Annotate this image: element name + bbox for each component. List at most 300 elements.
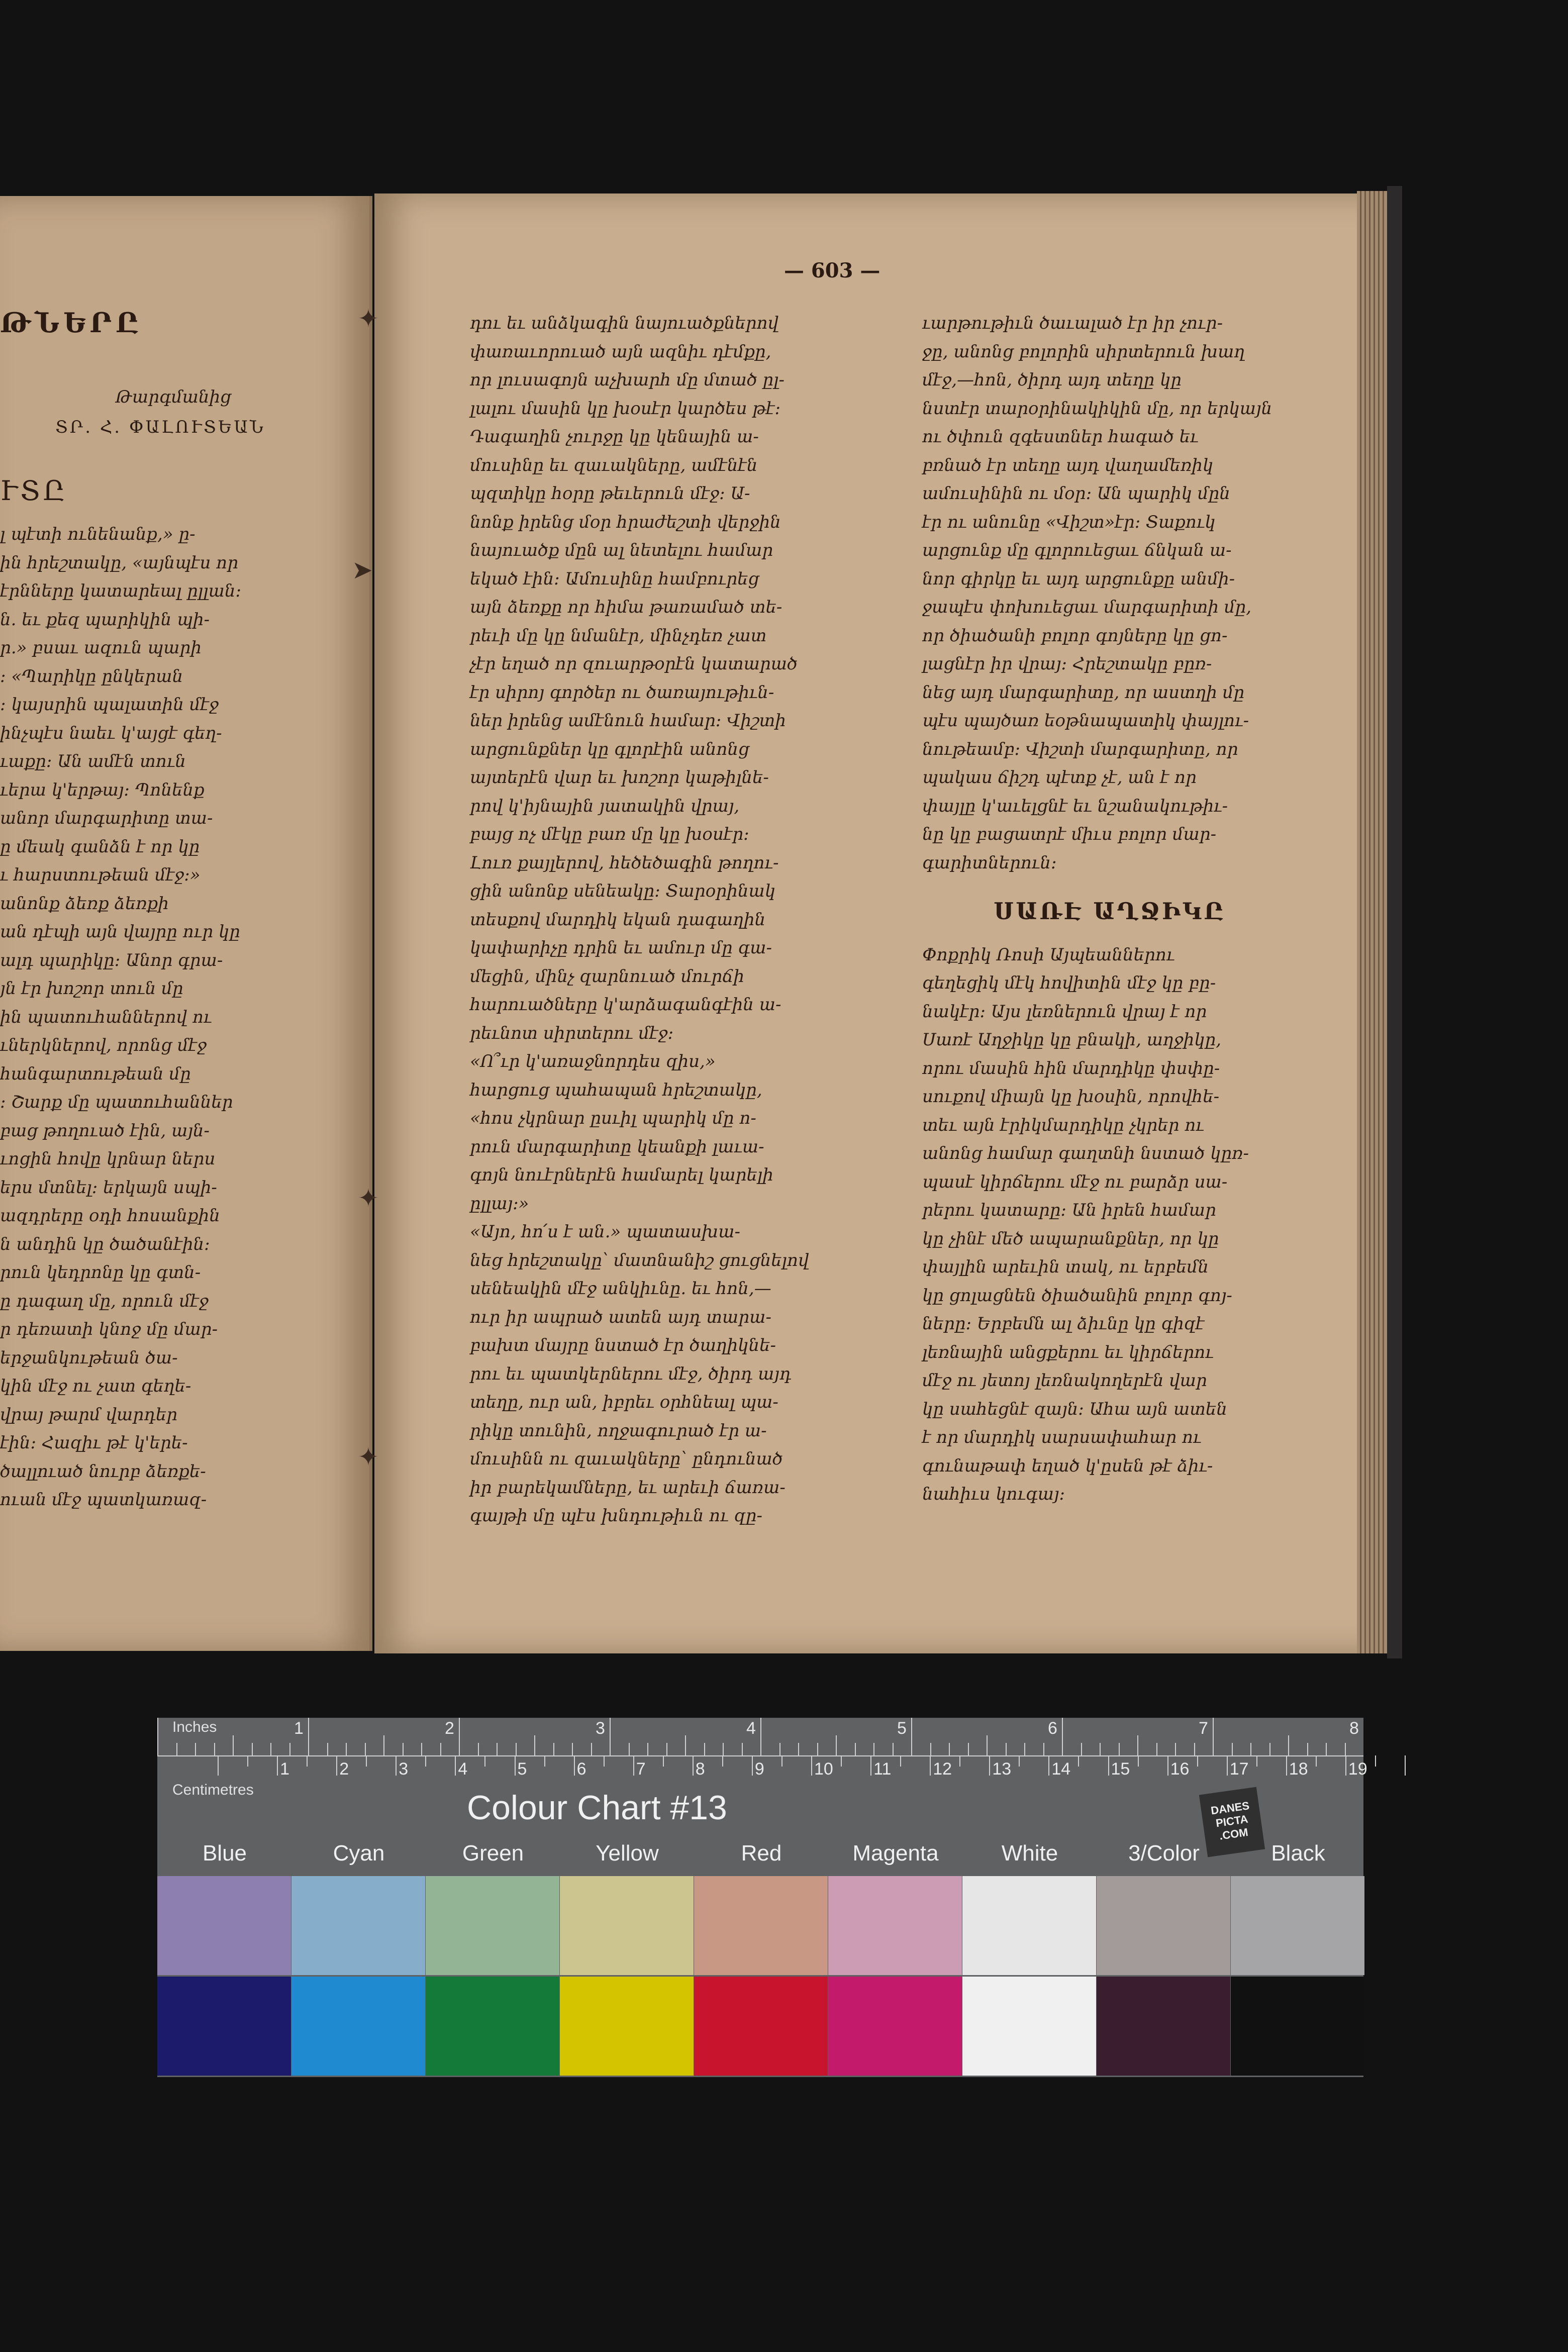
text-line: պէս պայծառ եօթնապատիկ փայլու- [922,711,1249,731]
translator-label: Թարգմանից [116,387,231,407]
ruler-tick [781,1755,782,1767]
right-page [374,193,1380,1653]
binding-stitch: ➤ [352,555,373,584]
text-line: փառաւորուած այն ազնիւ դէմքը, [470,341,771,362]
ruler-tick [900,1755,901,1767]
text-line: նոր գիրկը եւ այդ արցունքը անմի- [922,568,1235,589]
text-line: կը ցոլացնեն ծիածանին բոլոր գոյ- [922,1285,1232,1306]
cm-tick-label: 16 [1170,1759,1190,1779]
swatch-top-green [426,1876,559,1975]
cm-tick-label: 5 [517,1759,527,1779]
ruler-tick [214,1743,215,1755]
ruler-tick [855,1743,856,1755]
cm-tick-label: 18 [1289,1759,1308,1779]
ruler-tick [1156,1743,1157,1755]
ruler-tick [484,1755,485,1767]
centimetre-ruler [157,1755,1367,1801]
text-line: վրայ թարմ վարդեր [0,1404,178,1425]
text-line: էին։ Հազիւ թէ կ'երե- [0,1433,188,1453]
inch-tick-label: 3 [596,1719,605,1738]
text-line: ւերա կ'երթայ։ Պոնենք [0,779,205,800]
text-line: լ պէտի ունենանք,» ը- [0,524,195,544]
ruler-tick [1048,1755,1049,1776]
text-line: ինչպէս նաեւ կ'այցէ գեղ- [0,723,222,743]
text-line: ւարթութիւն ծաւալած էր իր չուր- [922,313,1223,333]
swatch-bottom-red [694,1977,828,2076]
text-line: ին պատուհաններով ու [0,1007,212,1027]
swatch-top-magenta [828,1876,962,1975]
text-line: հարուածները կ'արձագանգէին ա- [470,995,781,1015]
text-line: րով կ'իյնային յատակին վրայ, [470,796,740,816]
ruler-tick [779,1743,780,1755]
inch-tick-label: 6 [1048,1719,1057,1738]
text-line: բաց թողուած էին, այն- [0,1120,210,1141]
text-line: էրնները կատարեալ ըլլան։ [0,581,242,601]
text-line: Փոքրիկ Ռոսի Այպեաններու [922,944,1175,965]
ruler-tick [911,1718,912,1755]
text-line: ։ «Պարիկը ընկերան [0,666,183,687]
text-line: սենեակին մէջ անկիւնը. եւ հոն,— [470,1279,771,1299]
ruler-tick [1019,1755,1020,1767]
ruler-tick [1197,1755,1198,1767]
text-line: ւներկներով, որոնց մէջ [0,1035,207,1055]
text-line: ծալլուած նուրբ ձեռքե- [0,1461,206,1482]
cm-tick-label: 3 [399,1759,409,1779]
ruler-tick [1316,1755,1317,1767]
ruler-tick [1307,1743,1308,1755]
text-line: հանգարտութեան մը [0,1063,191,1084]
ruler-tick [1405,1755,1406,1776]
ruler-tick [1286,1755,1287,1776]
ruler-tick [1138,1755,1139,1767]
ruler-tick [233,1735,234,1755]
ruler-tick [1288,1735,1289,1755]
text-line: նեց հրեշտակը՝ մատնանիշ ցուցնելով [470,1250,809,1270]
inch-tick-label: 4 [746,1719,756,1738]
cm-tick-label: 19 [1348,1759,1367,1779]
ruler-tick [591,1743,592,1755]
text-line: այտերէն վար եւ խոշոր կաթիլնե- [470,767,769,788]
text-line: է որ մարդիկ սարսափահար ու [922,1427,1202,1447]
text-line: ։ կայսրին պալատին մէջ [0,695,219,715]
cm-tick-label: 13 [992,1759,1012,1779]
chart-title: Colour Chart #13 [467,1789,727,1827]
ruler-tick [1078,1755,1079,1767]
text-line: ջը, անոնց բոլորին սիրտերուն խաղ [922,341,1245,362]
cm-tick-label: 17 [1229,1759,1249,1779]
text-line: պասէ կիրճերու մէջ ու բարձր սա- [922,1171,1228,1192]
ruler-tick [252,1743,253,1755]
text-line: Դագաղին չուրջը կը կենային ա- [470,427,759,447]
text-line: ւոցին հովը կրնար ներս [0,1149,216,1169]
text-line: որու մասին հին մարդիկը փսփը- [922,1058,1220,1079]
text-line: ն. եւ քեզ պարիկին պի- [0,609,210,630]
text-line: ր դեռատի կնոջ մը մար- [0,1319,218,1339]
swatch-bottom-magenta [828,1977,962,2076]
ruler-tick [1024,1743,1025,1755]
text-line: մեցին, մինչ զարնուած մուրճի [470,966,744,987]
text-line: գոյն նուէրներէն համարել կարելի [470,1165,773,1185]
swatch-label: White [1001,1841,1058,1866]
ruler-tick [346,1743,347,1755]
text-line: փայլը կ'աւելցնէ եւ նշանակութիւ- [922,796,1228,816]
swatch-top-yellow [560,1876,694,1975]
ruler-tick [308,1718,309,1755]
swatch-label: Yellow [596,1841,659,1866]
left-page [0,196,372,1651]
text-line: ։ Շարք մը պատուհաններ [0,1092,233,1112]
ruler-tick [277,1755,278,1776]
ruler-tick [1232,1743,1233,1755]
ruler-tick [893,1743,894,1755]
book-cover-edge [1387,186,1402,1658]
ruler-tick [1175,1743,1176,1755]
text-line: մուսինն ու զաւակները՝ ընդունած [470,1449,783,1469]
text-line: ներ իրենց ամէնուն համար։ Վիշտի [470,711,786,731]
ruler-tick [459,1718,460,1755]
text-line: ու ծփուն զգեստներ հագած եւ [922,427,1199,447]
text-line: երջանկութեան ծա- [0,1347,178,1368]
text-line: գեղեցիկ մէկ հովիտին մէջ կը բը- [922,973,1216,993]
text-line: րու եւ պատկերներու մէջ, ծիրդ այդ [470,1363,792,1384]
left-section-head: ՒՏԸ [0,475,68,507]
ruler-tick [663,1755,664,1767]
text-line: ըլլայ։» [470,1193,529,1214]
text-line: նակէր։ Այս լեռներուն վրայ է որ [922,1001,1207,1022]
ruler-tick [930,1743,931,1755]
ruler-tick [247,1755,248,1767]
ruler-tick [1213,1718,1214,1755]
text-line: որ ծիածանի բոլոր գոյները կը ցո- [922,625,1228,646]
text-line: կին մէջ ու չատ գեղե- [0,1376,191,1396]
ruler-tick [1256,1755,1257,1767]
ruler-tick [685,1735,686,1755]
text-line: պզտիկը հօրը թեւերուն մէջ։ Ա- [470,483,750,504]
ruler-tick [1062,1718,1063,1755]
ruler-tick [1375,1755,1376,1767]
binding-stitch: ✦ [358,1442,379,1472]
text-line: անոնք ձեռք ձեռքի [0,893,169,914]
ruler-tick [1167,1755,1168,1776]
ruler-tick [270,1743,271,1755]
ruler-tick [327,1743,328,1755]
ruler-tick [1137,1735,1138,1755]
ruler-tick [798,1743,799,1755]
text-line: «Ո՞ւր կ'առաջնորդես զիս,» [470,1051,716,1071]
ruler-tick [553,1743,554,1755]
text-line: որ լուսագոյն աչխարհ մը մտած ըլ- [470,370,785,390]
text-line: «Այո, հո՛ս է ան.» պատասխա- [470,1222,740,1242]
ruler-tick [841,1755,842,1767]
ruler-tick [1006,1743,1007,1755]
swatch-label: Green [462,1841,524,1866]
text-line: արցունք մը գլորուեցաւ ճնկան ա- [922,540,1232,560]
ruler-tick [1194,1743,1195,1755]
ruler-tick [811,1755,812,1776]
text-line: իր բարեկամները, եւ արեւի ճառա- [470,1477,786,1498]
ruler-tick [383,1735,384,1755]
ruler-tick [307,1755,308,1767]
text-line: ուան մէջ պատկառազ- [0,1490,207,1510]
ruler-tick [666,1743,667,1755]
swatch-bottom-blue [157,1977,291,2076]
ruler-tick [478,1743,479,1755]
text-line: ները։ Երբեմն ալ ձիւնը կը գիզէ [922,1314,1205,1334]
translator-name: ՏՐ. Հ. ՓԱԼՈՒՏԵԱՆ [55,417,265,437]
cm-tick-label: 15 [1111,1759,1130,1779]
swatch-label: Magenta [852,1841,939,1866]
text-line: «հոս չկրնար ըսւիլ պարիկ մը ո- [470,1108,756,1128]
text-line: սուքով միայն կը խօսին, որովհե- [922,1087,1220,1107]
ruler-tick [574,1755,575,1776]
ruler-tick [572,1743,573,1755]
text-line: գունաթափ եղած կ'ըսեն թէ ձիւ- [922,1455,1213,1476]
swatch-label: 3/Color [1128,1841,1200,1866]
text-line: լալու մասին կը խօսէր կարծես թէ։ [470,398,781,419]
text-line: անոր մարգարիտը տա- [0,808,213,828]
inch-tick-label: 7 [1199,1719,1208,1738]
text-line: նութեամբ։ Վիշտի մարգարիտը, որ [922,739,1238,759]
cm-tick-label: 4 [458,1759,468,1779]
text-line: ալդ պարիկը։ Անոր գրա- [0,950,223,970]
text-line: տեւ այն էրիկմարդիկը չկրեր ու [922,1115,1204,1135]
cm-tick-label: 6 [576,1759,586,1779]
column-2-intro [922,309,1297,877]
ruler-tick [647,1743,648,1755]
text-line: էր սիրոյ գործեր ու ծառայութիւն- [470,682,774,703]
centimetres-label: Centimetres [172,1782,254,1798]
text-line: բռնած էր տեղը այդ վաղամեռիկ [922,455,1214,475]
ruler-tick [218,1755,219,1776]
text-line: էր ու անունը «Վիշտ»էր։ Տաքուկ [922,512,1216,532]
ruler-tick [195,1743,196,1755]
text-line: ին հրեշտակը, «այնպէս որ [0,552,239,573]
ruler-tick [1119,1743,1120,1755]
cm-tick-label: 12 [933,1759,952,1779]
swatch-top-black [1231,1876,1364,1975]
inches-label: Inches [172,1719,217,1735]
text-line: նստէր տարօրինակիկին մը, որ երկայն [922,398,1272,419]
inch-tick-label: 8 [1349,1719,1359,1738]
inch-tick-label: 2 [445,1719,454,1738]
ruler-tick [455,1755,456,1776]
text-line: մէջ,—հոն, ծիրդ այդ տեղը կը [922,370,1182,390]
text-line: րիկը տունին, ողջագուրած էր ա- [470,1420,767,1441]
text-line: չէր եղած որ զուարթօրէն կատարած [470,654,798,674]
cm-tick-label: 11 [873,1759,892,1779]
cm-tick-label: 1 [280,1759,290,1779]
ruler-tick [497,1743,498,1755]
cm-tick-label: 9 [754,1759,764,1779]
page-number: — 603 — [784,259,880,282]
ruler-tick [629,1743,630,1755]
text-line: բայց ոչ մէկը բառ մը կը խօսէր։ [470,824,749,844]
ruler-tick [760,1718,761,1755]
text-line: ուր իր ապրած ատեն այդ տարա- [470,1307,771,1327]
danes-picta-logo: DANES PICTA .COM [1199,1787,1265,1857]
text-line: անոնց համար գաղտնի նստած կըռ- [922,1143,1249,1163]
colour-swatches [157,1876,1363,2077]
ruler-tick [1227,1755,1228,1776]
binding-stitch: ✦ [358,1184,379,1213]
text-line: գարիտներուն։ [922,852,1057,873]
text-line: Սառէ Աղջիկը կը բնակի, աղջիկը, [922,1030,1222,1050]
text-line: ն անդին կը ծածանէին։ [0,1234,210,1254]
ruler-tick [515,1755,516,1776]
ruler-tick [1081,1743,1082,1755]
swatch-top-red [694,1876,828,1975]
swatch-bottom-yellow [560,1977,694,2076]
text-line: փայլին արեւին տակ, ու երբեմն [922,1257,1209,1277]
text-line: մէջ ու յետոյ լեռնակողերէն վար [922,1370,1207,1391]
ruler-tick [516,1743,517,1755]
ruler-tick [365,1743,366,1755]
ruler-tick [1269,1743,1270,1755]
text-line: րեւնոտ սիրտերու մէջ։ [470,1023,674,1043]
ruler-tick [968,1743,969,1755]
cm-tick-label: 14 [1051,1759,1071,1779]
ruler-tick [425,1755,426,1767]
text-line: ազդրերը օդի հոսանքին [0,1206,220,1226]
text-line: յն էր խոշոր տուն մը [0,978,183,999]
colour-chart [157,1718,1367,2077]
section-heading: ՍԱՌԷ ԱՂՋԻԿԸ [994,898,1225,925]
swatch-label: Blue [202,1841,247,1866]
ruler-tick [930,1755,931,1776]
ruler-tick [873,1743,874,1755]
swatch-bottom-3-color [1097,1977,1230,2076]
text-line: մուսինը եւ զաւակները, ամէնէն [470,455,758,475]
ruler-tick [633,1755,634,1776]
text-line: նեց այդ մարգարիտը, որ աստղի մը [922,682,1245,703]
ruler-tick [987,1735,988,1755]
text-line: կը սահեցնէ զայն։ Ահա այն ատեն [922,1399,1227,1419]
text-line: բախտ մայրը նստած էր ծաղիկնե- [470,1335,776,1355]
left-page-text [0,520,254,1514]
text-line: երս մտնել։ երկայն սպի- [0,1177,217,1198]
right-page-column-1 [470,309,857,1530]
text-line: ւ հարստութեան մէջ։» [0,865,201,885]
text-line: նոնք իրենց մօր հրաժեշտի վերջին [470,512,781,532]
ruler-tick [440,1743,441,1755]
cm-tick-label: 8 [695,1759,705,1779]
inch-tick-label: 1 [294,1719,304,1738]
column-2-section [922,941,1297,1509]
text-line: այն ձեռքը որ հիմա թառամած տե- [470,597,782,617]
ruler-tick [157,1718,158,1755]
swatch-bottom-white [962,1977,1096,2076]
text-line: նայուածք մըն ալ նետելու համար [470,540,773,560]
text-line: նը կը բացատրէ միւս բոլոր մար- [922,824,1217,844]
text-line: կը չինէ մեծ ապարանքներ, որ կը [922,1228,1219,1249]
inch-ruler [157,1718,1363,1756]
cm-tick-label: 7 [636,1759,646,1779]
text-line: դու եւ անձկագին նայուածքներով [470,313,779,333]
swatch-top-blue [157,1876,291,1975]
cm-tick-label: 2 [339,1759,349,1779]
ruler-tick [742,1743,743,1755]
ruler-tick [870,1755,871,1776]
ruler-tick [604,1755,605,1767]
ruler-tick [1108,1755,1109,1776]
ruler-tick [1345,1743,1346,1755]
ruler-tick [723,1743,724,1755]
ruler-tick [959,1755,960,1767]
swatch-bottom-green [426,1977,559,2076]
text-line: գայթի մը պէս խնդութիւն ու զը- [470,1506,762,1526]
text-line: նահիւս կուգայ։ [922,1484,1065,1504]
swatch-label: Red [741,1841,782,1866]
ruler-tick [704,1743,705,1755]
ruler-tick [722,1755,723,1767]
text-line: ը դագաղ մը, որուն մէջ [0,1291,209,1311]
left-page-title: ԹՆԵՐԸ [0,307,142,339]
text-line: ւաքը։ Ան ամէն տուն [0,751,186,771]
text-line: ը մեակ գանձն է որ կը [0,836,200,857]
text-line: հարցուց պահապան հրեշտակը, [470,1080,762,1100]
text-line: ր.» բսաւ ազուն պարի [0,638,202,658]
text-line: կափարիչը դրին եւ ամուր մը գա- [470,938,772,958]
text-line: ջապէս փոխուեցաւ մարգարիտի մը, [922,597,1252,617]
text-line: տեսքով մարդիկ եկան դագաղին [470,909,766,930]
cm-tick-label: 10 [814,1759,833,1779]
text-line: ան դէպի այն վայրը ուր կը [0,922,240,942]
text-line: արցունքներ կը գլորէին անոնց [470,739,749,759]
text-line: ամուսինին ու մօր։ Ան պարիկ մըն [922,483,1230,504]
text-line: լացնէր իր վրայ։ Հրեշտակը բըռ- [922,654,1212,674]
ruler-tick [1326,1743,1327,1755]
text-line: եկած էին։ Ամուսինը համբուրեց [470,568,759,589]
swatch-label: Black [1271,1841,1325,1866]
swatch-bottom-black [1231,1977,1364,2076]
ruler-tick [544,1755,545,1767]
ruler-tick [1345,1755,1346,1776]
ruler-tick [752,1755,753,1776]
ruler-tick [289,1743,290,1755]
inch-tick-label: 5 [897,1719,907,1738]
text-line: ցին անոնք սենեակը։ Տարօրինակ [470,881,776,901]
ruler-tick [176,1743,177,1755]
text-line: րեւի մը կը նմանէր, մինչդեռ չատ [470,625,767,646]
text-line: Լուռ քայլերով, հեծեծագին թողու- [470,852,779,873]
text-line: րերու կատարը։ Ան իրեն համար [922,1200,1216,1220]
text-line: րուն մարգարիտը կեանքի լաւա- [470,1136,764,1157]
right-page-column-2 [922,309,1297,1509]
ruler-tick [836,1735,837,1755]
ruler-tick [1100,1743,1101,1755]
ruler-tick [1250,1743,1251,1755]
swatch-label: Cyan [333,1841,385,1866]
ruler-tick [336,1755,337,1776]
text-line: տեղը, ուր ան, իբրեւ օրհնեալ պա- [470,1392,778,1412]
ruler-tick [949,1743,950,1755]
ruler-tick [534,1735,535,1755]
binding-stitch: ✦ [358,304,379,333]
swatch-top-cyan [291,1876,425,1975]
swatch-top-white [962,1876,1096,1975]
ruler-tick [396,1755,397,1776]
swatch-bottom-cyan [291,1977,425,2076]
ruler-tick [693,1755,694,1776]
swatch-labels [157,1841,1363,1881]
text-line: պակաս ճիշդ պէտք չէ, ան է որ [922,767,1197,788]
text-line: րուն կեդրոնը կը գտն- [0,1262,201,1283]
text-line: լեռնային անցքերու եւ կիրճերու [922,1342,1214,1362]
swatch-top-3-color [1097,1876,1230,1975]
ruler-tick [817,1743,818,1755]
ruler-tick [366,1755,367,1767]
ruler-tick [610,1718,611,1755]
